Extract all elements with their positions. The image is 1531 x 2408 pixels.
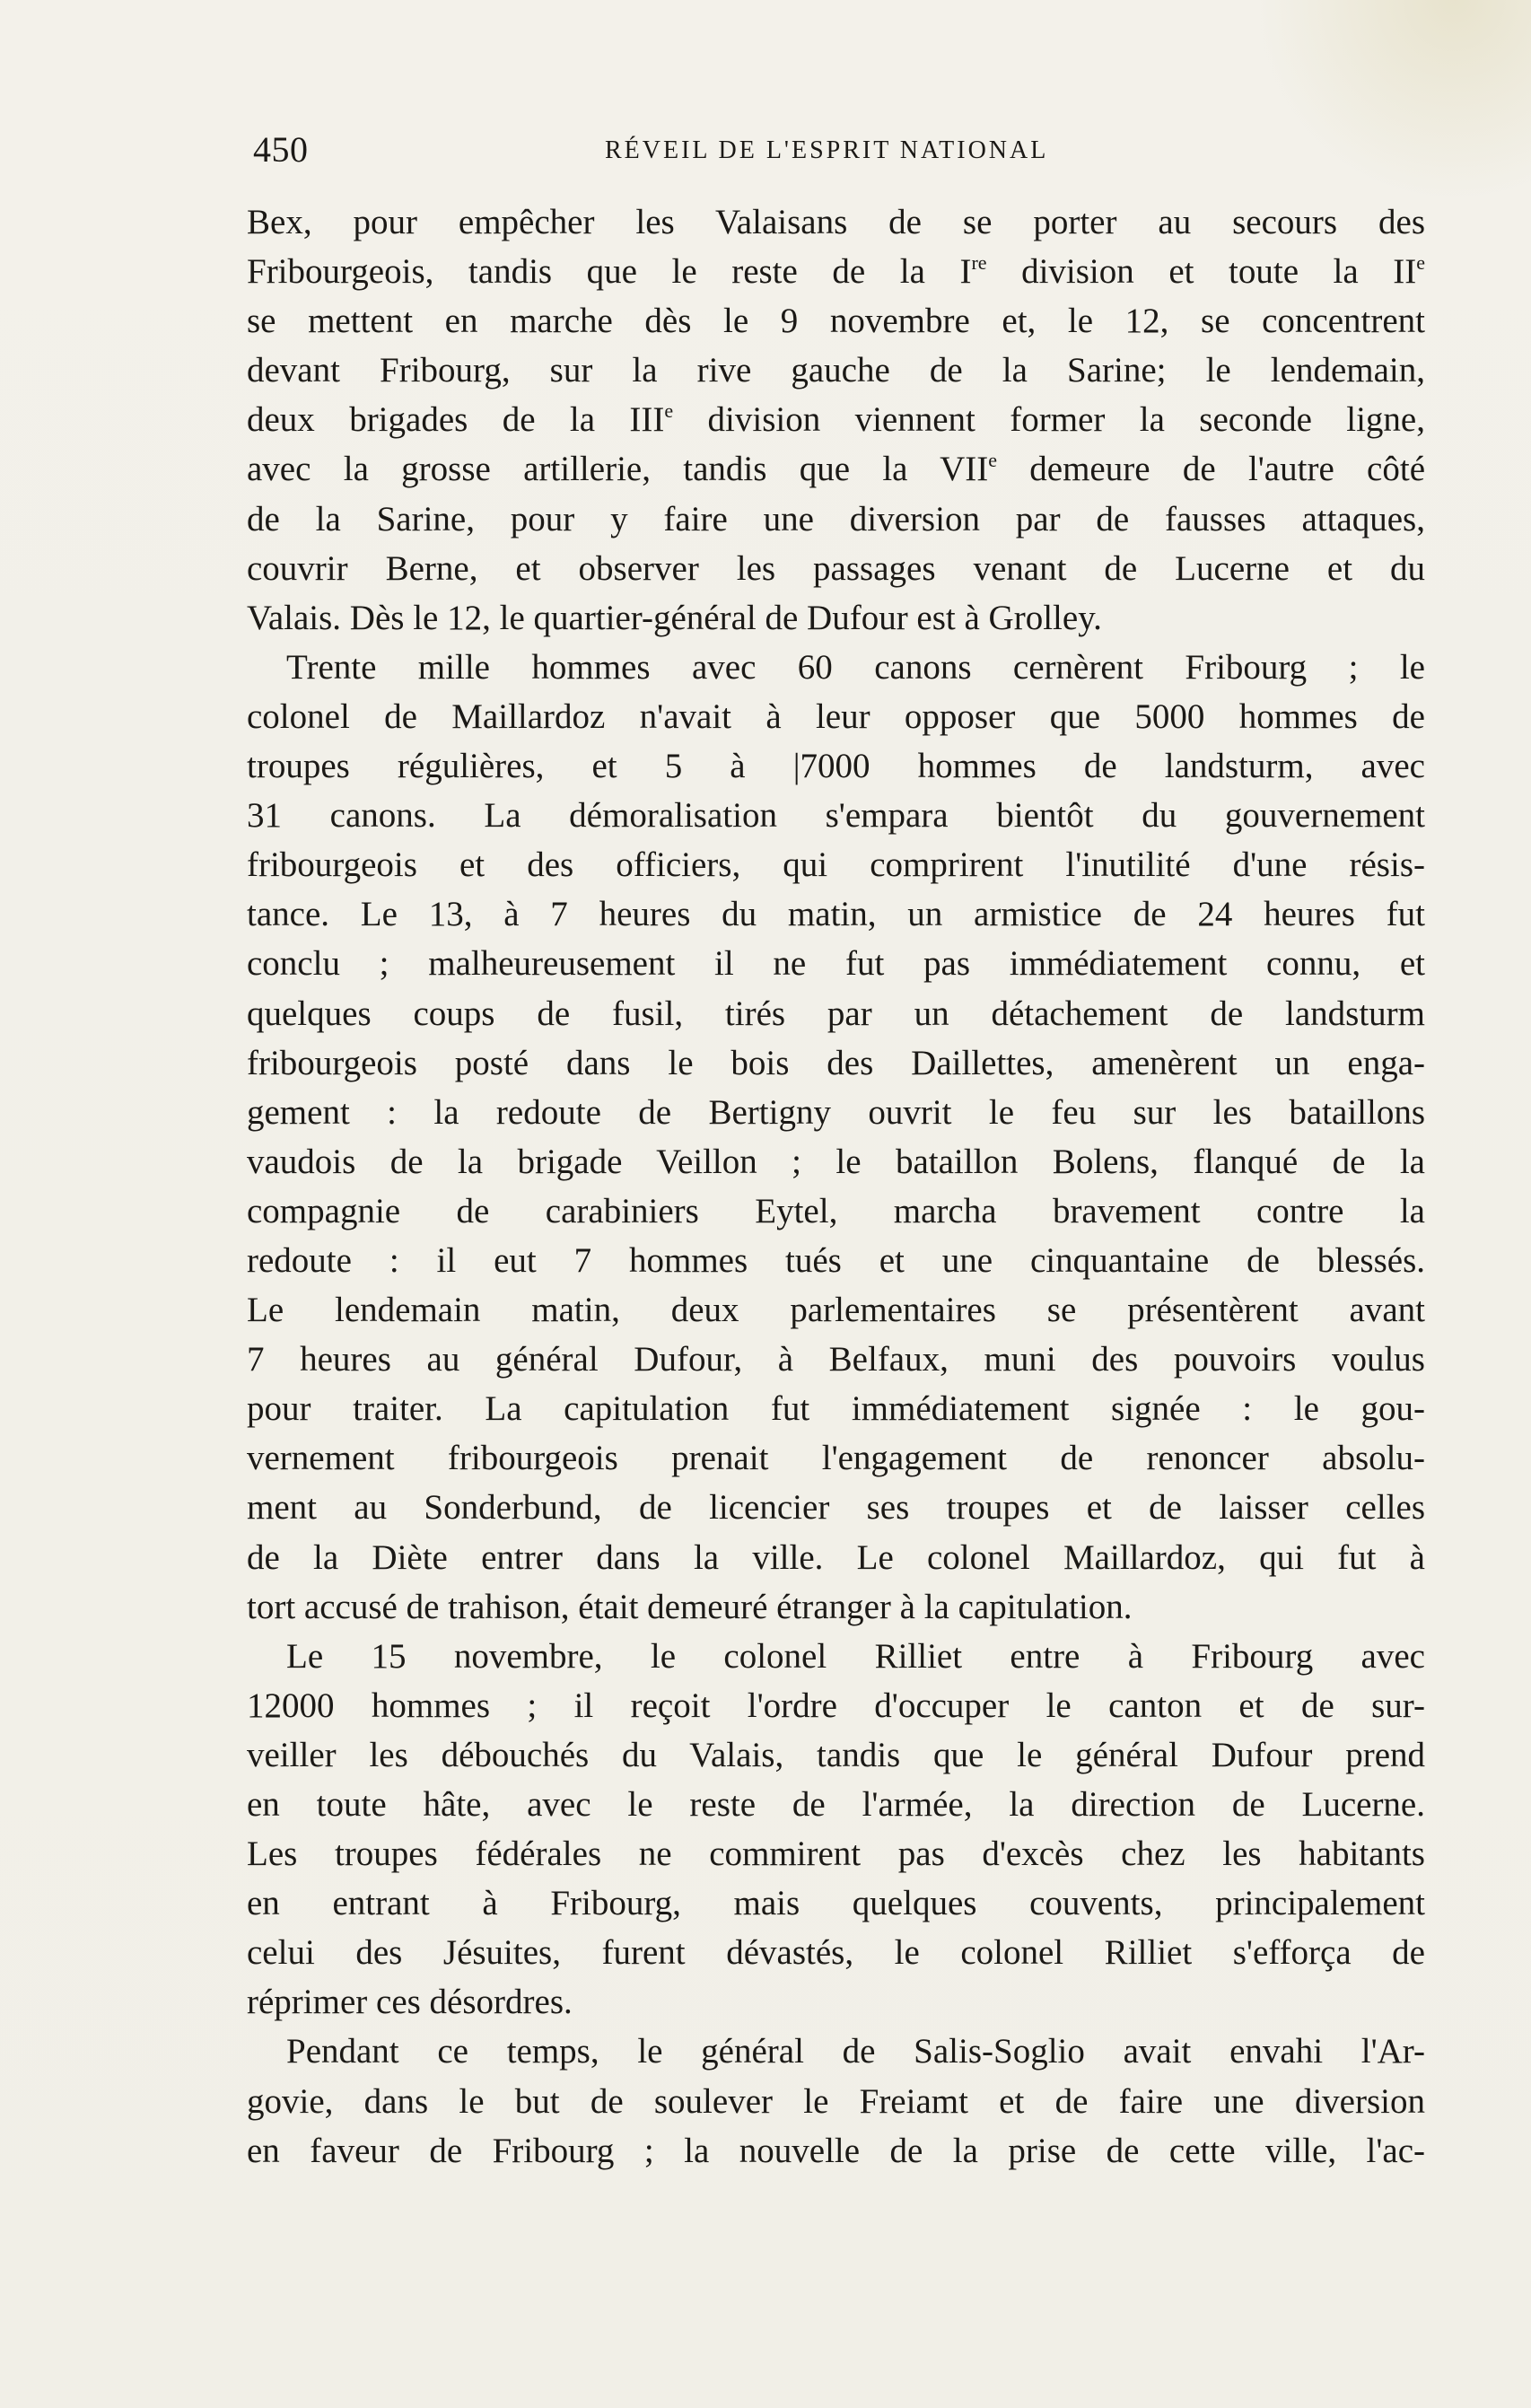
text-line: vaudois de la brigade Veillon ; le bataillon Bolens, flanqué de la (247, 1142, 1425, 1181)
text-line: troupes régulières, et 5 à |7000 hommes de landsturm, avec (247, 747, 1425, 786)
text-line: fribourgeois posté dans le bois des Daillettes, amenèrent un enga- (247, 1043, 1425, 1082)
text-line: tort accusé de trahison, était demeuré étranger à la capitulation. (247, 1587, 1133, 1626)
text-line: avec la grosse artillerie, tandis que la VIIe demeure de l'autre côté (247, 449, 1425, 489)
page-header (253, 127, 1330, 172)
text-line: Le lendemain matin, deux parlementaires se présentèrent avant (247, 1291, 1425, 1330)
page-number: 450 (253, 129, 309, 170)
text-line: redoute : il eut 7 hommes tués et une cinquantaine de blessés. (247, 1240, 1425, 1280)
text-line: de la Diète entrer dans la ville. Le colonel Maillardoz, qui fut à (247, 1537, 1425, 1577)
text-line: se mettent en marche dès le 9 novembre et, le 12, se concentrent (247, 302, 1425, 341)
text-line: Le 15 novembre, le colonel Rilliet entre à Fribourg avec (286, 1636, 1425, 1676)
text-line: en entrant à Fribourg, mais quelques couvents, principalement (247, 1884, 1425, 1923)
text-line: réprimer ces désordres. (247, 1983, 573, 2022)
text-line: conclu ; malheureusement il ne fut pas immédiatement connu, et (247, 944, 1425, 984)
text-line: govie, dans le but de soulever le Freiamt et de faire une diversion (247, 2081, 1425, 2121)
text-line: gement : la redoute de Bertigny ouvrit le feu sur les bataillons (247, 1092, 1425, 1132)
text-line: devant Fribourg, sur la rive gauche de la Sarine; le lendemain, (247, 351, 1425, 390)
text-line: Fribourgeois, tandis que le reste de la Ire division et toute la IIe (247, 251, 1425, 292)
text-line: Les troupes fédérales ne commirent pas d'excès chez les habitants (247, 1834, 1425, 1874)
text-line: 7 heures au général Dufour, à Belfaux, muni des pouvoirs voulus (247, 1340, 1425, 1379)
text-line: Trente mille hommes avec 60 canons cernèrent Fribourg ; le (286, 647, 1425, 687)
text-line: en toute hâte, avec le reste de l'armée, la direction de Lucerne. (247, 1785, 1425, 1824)
text-line: Valais. Dès le 12, le quartier-général de Dufour est à Grolley. (247, 598, 1102, 637)
body-text (247, 197, 1425, 2176)
text-line: compagnie de carabiniers Eytel, marcha bravement contre la (247, 1191, 1425, 1230)
text-line: 31 canons. La démoralisation s'empara bientôt du gouvernement (247, 796, 1425, 836)
text-line: Pendant ce temps, le général de Salis-Soglio avait envahi l'Ar- (286, 2032, 1425, 2071)
text-line: 12000 hommes ; il reçoit l'ordre d'occuper le canton et de sur- (247, 1686, 1425, 1725)
text-line: pour traiter. La capitulation fut immédiatement signée : le gou- (247, 1389, 1425, 1429)
text-line: de la Sarine, pour y faire une diversion par de fausses attaques, (247, 499, 1425, 539)
text-line: Bex, pour empêcher les Valaisans de se porter au secours des (247, 203, 1425, 241)
text-line: deux brigades de la IIIe division viennent former la seconde ligne, (247, 399, 1425, 440)
text-line: ment au Sonderbund, de licencier ses troupes et de laisser celles (247, 1488, 1425, 1528)
running-title: RÉVEIL DE L'ESPRIT NATIONAL (605, 136, 1049, 164)
text-line: couvrir Berne, et observer les passages venant de Lucerne et du (247, 548, 1425, 588)
text-line: celui des Jésuites, furent dévastés, le colonel Rilliet s'efforça de (247, 1933, 1425, 1973)
text-line: colonel de Maillardoz n'avait à leur opposer que 5000 hommes de (247, 696, 1425, 736)
text-line: en faveur de Fribourg ; la nouvelle de la prise de cette ville, l'ac- (247, 2131, 1425, 2170)
text-line: tance. Le 13, à 7 heures du matin, un armistice de 24 heures fut (247, 895, 1425, 934)
text-line: veiller les débouchés du Valais, tandis que le général Dufour prend (247, 1735, 1425, 1774)
text-line: quelques coups de fusil, tirés par un détachement de landsturm (247, 994, 1425, 1033)
text-line: vernement fribourgeois prenait l'engagement de renoncer absolu- (247, 1439, 1425, 1478)
text-line: fribourgeois et des officiers, qui comprirent l'inutilité d'une résis- (247, 845, 1425, 885)
